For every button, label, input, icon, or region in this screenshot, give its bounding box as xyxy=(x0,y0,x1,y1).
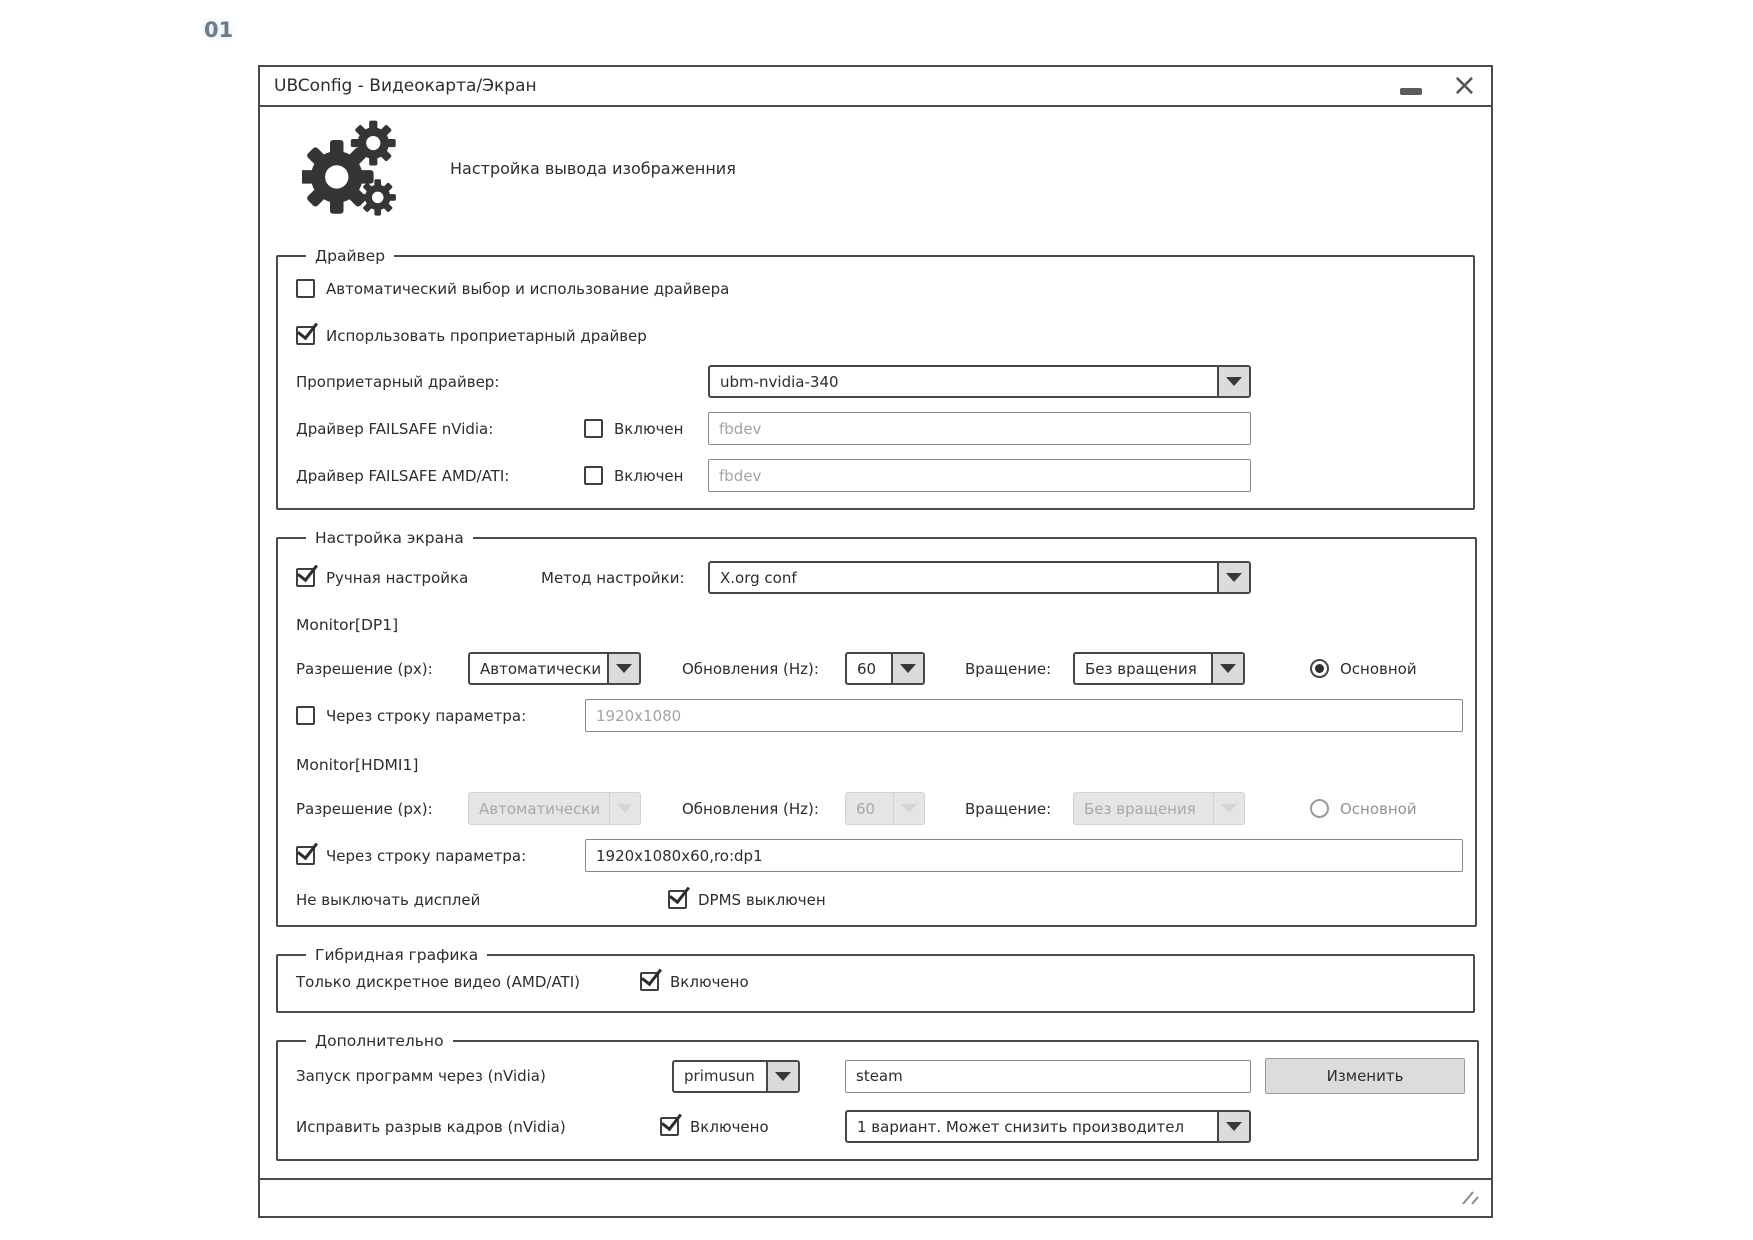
proprietary-driver-value: ubm-nvidia-340 xyxy=(720,372,839,391)
hdmi1-resolution-label: Разрешение (px): xyxy=(296,799,433,818)
tearfix-checkbox[interactable] xyxy=(660,1117,679,1136)
failsafe-amd-toggle-label: Включен xyxy=(614,466,684,485)
hybrid-group xyxy=(276,946,1475,1013)
manual-setup-checkbox[interactable] xyxy=(296,568,315,587)
proprietary-driver-select[interactable] xyxy=(708,365,1251,398)
dp1-resolution-label: Разрешение (px): xyxy=(296,659,433,678)
method-label: Метод настройки: xyxy=(541,568,685,587)
failsafe-nvidia-checkbox[interactable] xyxy=(584,419,603,438)
window-title: UBConfig - Видеокарта/Экран xyxy=(274,76,537,96)
dpms-checkbox-row[interactable] xyxy=(668,890,826,909)
run-via-label: Запуск программ через (nVidia) xyxy=(296,1067,546,1085)
ubconfig-window xyxy=(258,65,1493,1218)
hybrid-group-legend: Гибридная графика xyxy=(315,946,479,964)
dpms-checkbox[interactable] xyxy=(668,890,687,909)
dp1-primary-label: Основной xyxy=(1340,659,1417,678)
manual-setup-label: Ручная настройка xyxy=(326,568,469,587)
failsafe-amd-input[interactable] xyxy=(708,459,1251,492)
dp1-primary-radio-row[interactable] xyxy=(1310,659,1417,678)
dp1-rotation-label: Вращение: xyxy=(965,659,1052,678)
dp1-refresh-value: 60 xyxy=(857,659,877,678)
auto-driver-label: Автоматический выбор и использование драйвера xyxy=(326,279,730,298)
chevron-down-icon xyxy=(1220,664,1236,673)
chevron-down-icon xyxy=(1226,377,1242,386)
tearfix-arrow-button[interactable] xyxy=(1217,1112,1249,1141)
tearfix-select[interactable] xyxy=(845,1110,1251,1143)
chevron-down-icon xyxy=(1226,573,1242,582)
hdmi1-primary-label: Основной xyxy=(1340,799,1417,818)
page-number-label: 01 xyxy=(204,18,234,42)
hdmi1-resolution-value: Автоматически xyxy=(479,799,601,818)
dp1-rotation-arrow-button[interactable] xyxy=(1211,654,1243,683)
dp1-resolution-select[interactable] xyxy=(468,652,641,685)
method-select[interactable] xyxy=(708,561,1251,594)
hdmi1-rotation-select xyxy=(1073,792,1245,825)
dp1-refresh-arrow-button[interactable] xyxy=(891,654,923,683)
driver-group xyxy=(276,247,1475,510)
hdmi1-resolution-arrow-button xyxy=(609,793,640,824)
hdmi1-primary-radio-row[interactable] xyxy=(1310,799,1417,818)
run-via-app-input[interactable] xyxy=(845,1060,1251,1093)
failsafe-amd-label: Драйвер FAILSAFE AMD/ATI: xyxy=(296,466,510,485)
hdmi1-primary-radio[interactable] xyxy=(1310,799,1329,818)
chevron-down-icon xyxy=(775,1072,791,1081)
hdmi1-refresh-arrow-button xyxy=(893,793,924,824)
hdmi1-param-label: Через строку параметра: xyxy=(326,846,527,865)
tearfix-label: Исправить разрыв кадров (nVidia) xyxy=(296,1117,566,1136)
hdmi1-refresh-value: 60 xyxy=(856,799,876,818)
chevron-down-icon xyxy=(900,664,916,673)
dp1-param-checkbox[interactable] xyxy=(296,706,315,725)
resize-grip-icon[interactable] xyxy=(1459,1189,1481,1207)
method-value: X.org conf xyxy=(720,568,797,587)
hdmi1-refresh-label: Обновления (Hz): xyxy=(682,799,819,818)
failsafe-nvidia-toggle-row[interactable] xyxy=(584,419,708,438)
method-arrow-button[interactable] xyxy=(1217,563,1249,592)
minimize-icon xyxy=(1400,88,1422,95)
close-button[interactable] xyxy=(1451,68,1477,103)
auto-driver-checkbox-row[interactable] xyxy=(296,279,729,298)
dp1-param-input[interactable] xyxy=(585,699,1463,732)
window-titlebar[interactable] xyxy=(260,67,1491,107)
dp1-resolution-value: Автоматически xyxy=(480,659,602,678)
chevron-down-icon xyxy=(617,804,633,813)
hdmi1-rotation-label: Вращение: xyxy=(965,799,1052,818)
dp1-param-label: Через строку параметра: xyxy=(326,706,527,725)
proprietary-driver-label: Проприетарный драйвер: xyxy=(296,372,500,391)
failsafe-nvidia-label: Драйвер FAILSAFE nVidia: xyxy=(296,419,494,438)
hdmi1-param-checkbox-row[interactable] xyxy=(296,846,585,865)
monitor-hdmi1-title: Monitor[HDMI1] xyxy=(296,756,419,774)
tearfix-value: 1 вариант. Может снизить производител xyxy=(857,1117,1185,1136)
failsafe-amd-toggle-row[interactable] xyxy=(584,466,708,485)
dp1-refresh-select[interactable] xyxy=(845,652,925,685)
discrete-only-checkbox-row[interactable] xyxy=(640,972,749,991)
discrete-only-toggle-label: Включено xyxy=(670,972,749,991)
dpms-label: Не выключать дисплей xyxy=(296,890,481,909)
hdmi1-param-checkbox[interactable] xyxy=(296,846,315,865)
hdmi1-refresh-select xyxy=(845,792,925,825)
hdmi1-resolution-select xyxy=(468,792,641,825)
extra-group xyxy=(276,1032,1479,1161)
change-button[interactable]: Изменить xyxy=(1265,1058,1465,1094)
close-icon: × xyxy=(1451,68,1477,103)
tearfix-checkbox-row[interactable] xyxy=(660,1117,845,1136)
proprietary-driver-arrow-button[interactable] xyxy=(1217,367,1249,396)
dp1-param-checkbox-row[interactable] xyxy=(296,706,585,725)
chevron-down-icon xyxy=(616,664,632,673)
dpms-toggle-label: DPMS выключен xyxy=(698,890,826,909)
proprietary-enable-checkbox-row[interactable] xyxy=(296,326,647,345)
hdmi1-param-input[interactable] xyxy=(585,839,1463,872)
chevron-down-icon xyxy=(901,804,917,813)
driver-group-legend: Драйвер xyxy=(315,247,386,265)
discrete-only-checkbox[interactable] xyxy=(640,972,659,991)
dp1-resolution-arrow-button[interactable] xyxy=(607,654,639,683)
minimize-button[interactable] xyxy=(1400,78,1422,95)
run-via-value: primusun xyxy=(684,1067,755,1085)
proprietary-enable-checkbox[interactable] xyxy=(296,326,315,345)
run-via-select[interactable] xyxy=(672,1060,800,1093)
screen-group xyxy=(276,529,1477,927)
hdmi1-rotation-arrow-button xyxy=(1213,793,1244,824)
proprietary-enable-label: Испорльзовать проприетарный драйвер xyxy=(326,326,647,345)
window-statusbar xyxy=(260,1178,1491,1216)
dp1-rotation-select[interactable] xyxy=(1073,652,1245,685)
hdmi1-rotation-value: Без вращения xyxy=(1084,799,1196,818)
monitor-dp1-title: Monitor[DP1] xyxy=(296,616,399,634)
extra-group-legend: Дополнительно xyxy=(315,1032,444,1050)
run-via-arrow-button[interactable] xyxy=(766,1062,798,1091)
discrete-only-label: Только дискретное видео (AMD/ATI) xyxy=(296,972,580,991)
chevron-down-icon xyxy=(1226,1122,1242,1131)
dp1-rotation-value: Без вращения xyxy=(1085,659,1197,678)
screen-group-legend: Настройка экрана xyxy=(315,529,464,547)
failsafe-nvidia-input[interactable] xyxy=(708,412,1251,445)
header-title: Настройка вывода изображенния xyxy=(450,158,736,178)
gears-icon xyxy=(302,116,400,220)
manual-setup-checkbox-row[interactable] xyxy=(296,568,541,587)
failsafe-amd-checkbox[interactable] xyxy=(584,466,603,485)
chevron-down-icon xyxy=(1221,804,1237,813)
dp1-refresh-label: Обновления (Hz): xyxy=(682,659,819,678)
dp1-primary-radio[interactable] xyxy=(1310,659,1329,678)
tearfix-toggle-label: Включено xyxy=(690,1117,769,1136)
failsafe-nvidia-toggle-label: Включен xyxy=(614,419,684,438)
header-row xyxy=(302,117,1475,219)
window-content xyxy=(260,107,1491,1178)
auto-driver-checkbox[interactable] xyxy=(296,279,315,298)
